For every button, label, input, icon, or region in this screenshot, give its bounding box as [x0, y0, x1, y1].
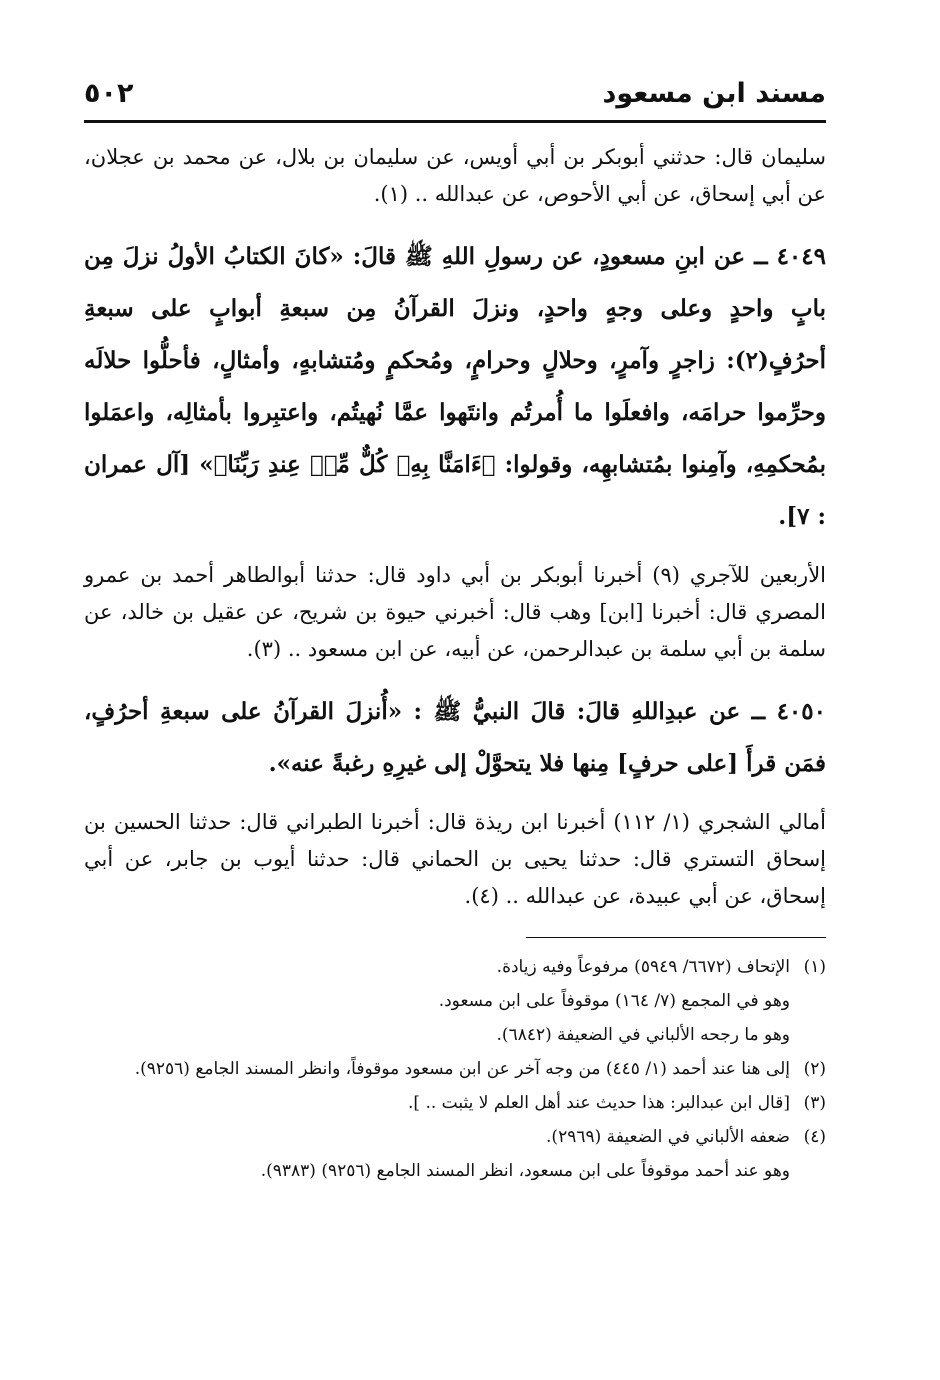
source-paragraph-2: الأربعين للآجري (٩) أخبرنا أبوبكر بن أبي داود قال: حدثنا أبوالطاهر أحمد بن عمرو المصري قال: أخبرنا [ابن] وهب قال: أخبرني حيوة بن شريح، عن عقيل بن خالد، عن سلمة بن أبي سلمة بن عبدالرحمن، عن أبيه، عن ابن مسعود .. (٣). [84, 563, 827, 661]
footnotes [84, 950, 826, 1188]
footnote-marker: (١) [803, 957, 826, 977]
footnote-4 [84, 1120, 826, 1154]
running-header [84, 78, 826, 118]
footnote-3 [84, 1086, 826, 1120]
footnote-text: إلى هنا عند أحمد (١/ ٤٤٥) من وجه آخر عن ابن مسعود موقوفاً، وانظر المسند الجامع (٩٢٥٦). [134, 1059, 790, 1079]
footnote-2 [84, 1052, 826, 1086]
book-title: مسند ابن مسعود [602, 78, 826, 109]
footnote-1 [84, 950, 826, 984]
footnote-text: ضعفه الألباني في الضعيفة (٢٩٦٩). [546, 1127, 790, 1147]
page-number: ٥٠٢ [84, 78, 134, 109]
book-page [84, 78, 826, 1188]
footnote-4-continuation: وهو عند أحمد موقوفاً على ابن مسعود، انظر المسند الجامع (٩٢٥٦) (٩٣٨٣). [260, 1161, 790, 1181]
footnote-divider [526, 937, 826, 938]
footnote-marker: (٤) [803, 1127, 826, 1147]
footnote-marker: (٢) [803, 1059, 826, 1079]
hadith-4050: ٤٠٥٠ ــ عن عبدِاللهِ قالَ: قالَ النبيُّ ﷺ : «أُنزلَ القرآنُ على سبعةِ أحرُفٍ، فمَن قرأَ [على حرفٍ] مِنها فلا يتحوَّلْ إلى غيرِهِ رغبةً عنه». [84, 698, 826, 777]
hadith-4049: ٤٠٤٩ ــ عن ابنِ مسعودٍ، عن رسولِ اللهِ ﷺ قالَ: «كانَ الكتابُ الأولُ نزلَ مِن بابٍ واحدٍ وعلى وجهٍ واحدٍ، ونزلَ القرآنُ مِن سبعةِ أبوابٍ على سبعةِ أحرُفٍ(٢): زاجرٍ وآمرٍ، وحلالٍ وحرامٍ، ومُحكمٍ ومُتشابهٍ، وأمثالٍ، فأحلُّوا حلالَه وحرِّموا حرامَه، وافعلَوا ما أُمرتُم وانتَهوا عمَّا نُهيتُم، واعتبِروا بأمثالِه، واعمَلوا بمُحكمِهِ، وآمِنوا بمُتشابهِه، وقولوا: ﴿ءَامَنَّا بِهِۦ كُلٌّ مِّنۡ عِندِ رَبِّنَا﴾» [آل عمران : ٧]. [84, 243, 827, 530]
footnote-text: الإتحاف (٦٦٧٢/ ٥٩٤٩) مرفوعاً وفيه زيادة. [496, 957, 790, 977]
footnote-marker: (٣) [803, 1093, 826, 1113]
source-paragraph-1: سليمان قال: حدثني أبوبكر بن أبي أويس، عن سليمان بن بلال، عن محمد بن عجلان، عن أبي إسحاق، عن أبي الأحوص، عن عبدالله .. (١). [84, 145, 826, 206]
footnote-1-continuation: وهو ما رجحه الألباني في الضعيفة (٦٨٤٢). [496, 1025, 790, 1045]
footnote-text: [قال ابن عبدالبر: هذا حديث عند أهل العلم لا يثبت .. ]. [408, 1093, 790, 1113]
source-paragraph-3: أمالي الشجري (١/ ١١٢) أخبرنا ابن ريذة قال: أخبرنا الطبراني قال: حدثنا الحسين بن إسحاق التستري قال: حدثنا يحيى بن الحماني قال: حدثنا أيوب بن جابر، عن أبي إسحاق، عن أبي عبيدة، عن عبدالله .. (٤). [84, 810, 826, 908]
footnote-1-continuation: وهو في المجمع (٧/ ١٦٤) موقوفاً على ابن مسعود. [438, 991, 790, 1011]
header-divider [84, 120, 826, 123]
